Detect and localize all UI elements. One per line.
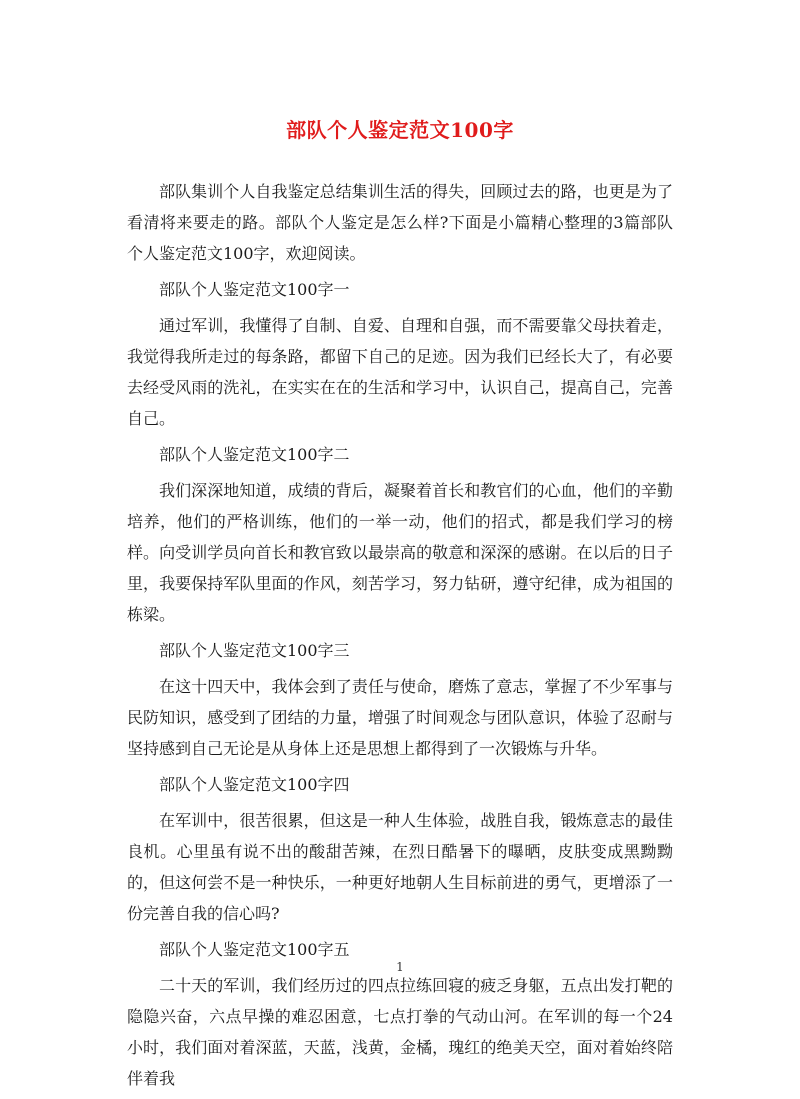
- section-heading-4: 部队个人鉴定范文100字四: [159, 775, 350, 794]
- section-body-3: 在这十四天中，我体会到了责任与使命，磨炼了意志，掌握了不少军事与民防知识，感受到了团结的力量，增强了时间观念与团队意识，体验了忍耐与坚持感到自己无论是从身体上还是思想上都得到了一次锻炼与升华。: [127, 677, 673, 758]
- section-heading-2: 部队个人鉴定范文100字二: [159, 445, 350, 464]
- section-body-1: 通过军训，我懂得了自制、自爱、自理和自强，而不需要靠父母扶着走，我觉得我所走过的每条路，都留下自己的足迹。因为我们已经长大了，有必要去经受风雨的洗礼，在实实在在的生活和学习中，认识自己，提高自己，完善自己。: [127, 316, 673, 428]
- section-body-2: 我们深深地知道，成绩的背后，凝聚着首长和教官们的心血，他们的辛勤培养，他们的严格训练，他们的一举一动，他们的招式，都是我们学习的榜样。向受训学员向首长和教官致以最崇高的敬意和深深的感谢。在以后的日子里，我要保持军队里面的作风，刻苦学习，努力钻研，遵守纪律，成为祖国的栋梁。: [127, 481, 673, 624]
- section-body-4: 在军训中，很苦很累，但这是一种人生体验，战胜自我，锻炼意志的最佳良机。心里虽有说不出的酸甜苦辣，在烈日酷暑下的曝晒，皮肤变成黑黝黝的，但这何尝不是一种快乐，一种更好地朝人生目标前进的勇气，更增添了一份完善自我的信心吗?: [127, 811, 673, 923]
- intro-paragraph: 部队集训个人自我鉴定总结集训生活的得失，回顾过去的路，也更是为了看清将来要走的路。部队个人鉴定是怎么样?下面是小篇精心整理的3篇部队个人鉴定范文100字，欢迎阅读。: [127, 182, 673, 263]
- section-heading-1: 部队个人鉴定范文100字一: [159, 280, 350, 299]
- section-body-5: 二十天的军训，我们经历过的四点拉练回寝的疲乏身躯，五点出发打靶的隐隐兴奋，六点早操的难忍困意，七点打拳的气动山河。在军训的每一个24小时，我们面对着深蓝，天蓝，浅黄，金橘，瑰红的绝美天空，面对着始终陪伴着我: [127, 976, 673, 1088]
- section-heading-3: 部队个人鉴定范文100字三: [159, 641, 350, 660]
- page-number: 1: [396, 960, 404, 974]
- section-heading-5: 部队个人鉴定范文100字五: [159, 940, 350, 959]
- document-title: 部队个人鉴定范文100字: [286, 118, 514, 142]
